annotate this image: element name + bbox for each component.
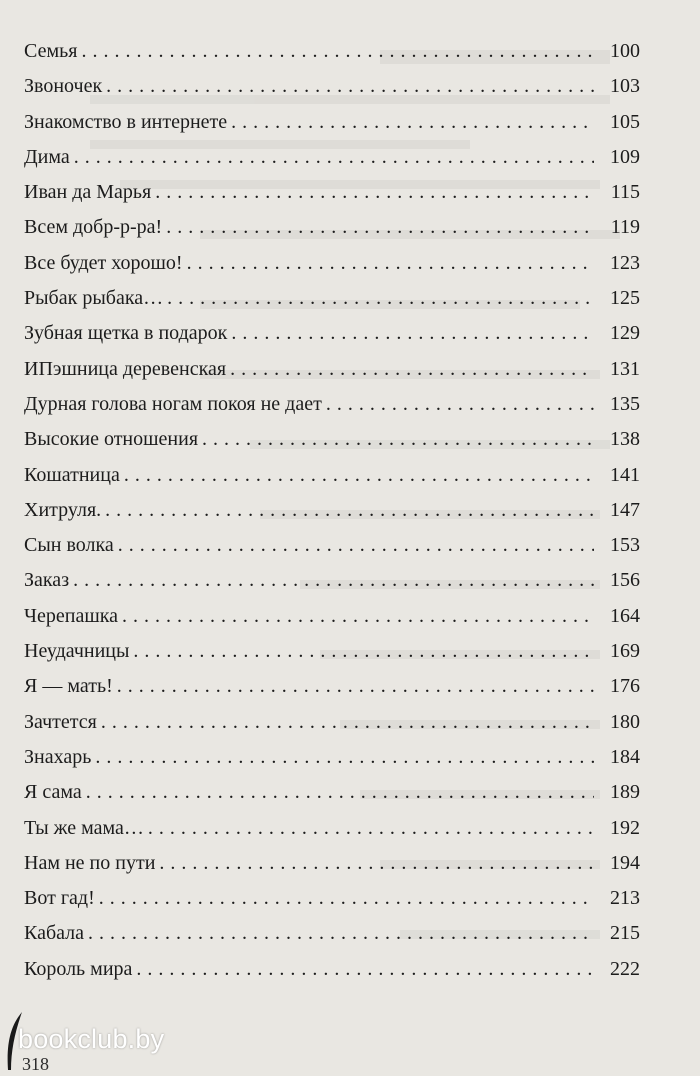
toc-entry[interactable] xyxy=(24,246,640,281)
toc-entry[interactable] xyxy=(24,528,640,563)
toc-dot-leader xyxy=(118,528,594,563)
page-footer xyxy=(0,1016,700,1076)
toc-entry[interactable] xyxy=(24,175,640,210)
toc-entry[interactable] xyxy=(24,281,640,316)
toc-entry-page: 156 xyxy=(610,569,640,592)
toc-entry-page: 123 xyxy=(610,251,640,274)
toc-entry[interactable] xyxy=(24,599,640,634)
toc-dot-leader xyxy=(86,775,594,810)
toc-entry[interactable] xyxy=(24,387,640,422)
toc-entry-title: Кошатница xyxy=(24,463,120,486)
toc-entry-title: Рыбак рыбака… xyxy=(24,287,164,310)
watermark-text: bookclub.by xyxy=(18,1024,165,1054)
toc-dot-leader xyxy=(133,634,594,669)
toc-entry[interactable] xyxy=(24,705,640,740)
toc-entry-title: Заказ xyxy=(24,569,70,592)
toc-entry-title: Дурная голова ногам покоя не дает xyxy=(24,392,322,415)
toc-dot-leader xyxy=(231,105,594,140)
toc-dot-leader xyxy=(105,493,594,528)
toc-entry[interactable] xyxy=(24,775,640,810)
toc-dot-leader xyxy=(117,669,594,704)
toc-dot-leader xyxy=(101,705,594,740)
toc-dot-leader xyxy=(73,563,594,598)
toc-entry-title: Я сама xyxy=(24,781,82,804)
toc-entry-page: 164 xyxy=(610,604,640,627)
toc-entry-page: 109 xyxy=(610,145,640,168)
toc-dot-leader xyxy=(124,458,594,493)
toc-entry-title: Зубная щетка в подарок xyxy=(24,322,228,345)
toc-dot-leader xyxy=(187,246,594,281)
toc-dot-leader xyxy=(167,281,594,316)
toc-entry-page: 176 xyxy=(610,675,640,698)
toc-entry-title: Знакомство в интернете xyxy=(24,110,228,133)
toc-entry-title: Зачтется xyxy=(24,710,97,733)
toc-dot-leader xyxy=(99,881,594,916)
toc-entry-title: Иван да Марья xyxy=(24,181,152,204)
toc-entry[interactable] xyxy=(24,634,640,669)
toc-entry[interactable] xyxy=(24,422,640,457)
toc-entry-title: Нам не по пути xyxy=(24,851,156,874)
toc-entry-page: 222 xyxy=(610,957,640,980)
toc-entry-page: 115 xyxy=(610,181,640,204)
toc-dot-leader xyxy=(81,34,594,69)
toc-entry[interactable] xyxy=(24,493,640,528)
toc-dot-leader xyxy=(230,352,594,387)
toc-entry-page: 135 xyxy=(610,392,640,415)
toc-dot-leader xyxy=(74,140,594,175)
toc-entry[interactable] xyxy=(24,140,640,175)
toc-entry-title: Хитруля. xyxy=(24,498,102,521)
toc-entry-page: 129 xyxy=(610,322,640,345)
toc-entry-title: Сын волка xyxy=(24,534,114,557)
toc-entry-title: Король мира xyxy=(24,957,133,980)
toc-entry-title: Черепашка xyxy=(24,604,119,627)
toc-entry-title: Семья xyxy=(24,40,78,62)
toc-entry-page: 119 xyxy=(610,216,640,239)
toc-entry[interactable] xyxy=(24,740,640,775)
toc-entry-page: 192 xyxy=(610,816,640,839)
toc-entry-title: Ты же мама… xyxy=(24,816,144,839)
table-of-contents xyxy=(24,34,640,987)
toc-entry-title: Неудачницы xyxy=(24,640,130,663)
toc-entry-page: 169 xyxy=(610,640,640,663)
toc-entry[interactable] xyxy=(24,210,640,245)
toc-dot-leader xyxy=(202,422,594,457)
toc-dot-leader xyxy=(95,740,594,775)
toc-entry-page: 103 xyxy=(610,75,640,98)
toc-entry[interactable] xyxy=(24,563,640,598)
toc-entry[interactable] xyxy=(24,69,640,104)
toc-entry-page: 147 xyxy=(610,498,640,521)
toc-dot-leader xyxy=(106,69,594,104)
toc-entry-page: 105 xyxy=(610,110,640,133)
toc-entry[interactable] xyxy=(24,352,640,387)
toc-entry-title: ИПэшница деревенская xyxy=(24,357,227,380)
toc-dot-leader xyxy=(155,175,594,210)
toc-entry-title: Всем добр-р-ра! xyxy=(24,216,163,239)
toc-entry-title: Звоночек xyxy=(24,75,103,98)
toc-entry-page: 213 xyxy=(610,887,640,910)
toc-entry[interactable] xyxy=(24,458,640,493)
toc-entry[interactable] xyxy=(24,846,640,881)
toc-entry-title: Я — мать! xyxy=(24,675,113,698)
toc-entry-page: 125 xyxy=(610,287,640,310)
toc-entry-title: Знахарь xyxy=(24,745,92,768)
toc-entry[interactable] xyxy=(24,811,640,846)
toc-entry-page: 194 xyxy=(610,851,640,874)
toc-dot-leader xyxy=(326,387,594,422)
toc-entry-title: Высокие отношения xyxy=(24,428,199,451)
toc-entry[interactable] xyxy=(24,316,640,351)
toc-entry[interactable] xyxy=(24,669,640,704)
toc-dot-leader xyxy=(148,811,594,846)
toc-entry[interactable] xyxy=(24,881,640,916)
toc-entry-page: 138 xyxy=(610,428,640,451)
toc-dot-leader xyxy=(88,916,594,951)
toc-dot-leader xyxy=(231,316,594,351)
toc-entry-page: 100 xyxy=(610,40,640,62)
toc-entry-page: 153 xyxy=(610,534,640,557)
toc-entry-title: Вот гад! xyxy=(24,887,95,910)
toc-dot-leader xyxy=(159,846,594,881)
toc-entry[interactable] xyxy=(24,952,640,987)
toc-entry-page: 141 xyxy=(610,463,640,486)
toc-entry[interactable] xyxy=(24,105,640,140)
toc-entry-page: 184 xyxy=(610,745,640,768)
toc-entry[interactable] xyxy=(24,916,640,951)
page-number: 318 xyxy=(22,1054,49,1074)
toc-entry[interactable] xyxy=(24,34,640,69)
toc-entry-page: 215 xyxy=(610,922,640,945)
toc-dot-leader xyxy=(136,952,594,987)
toc-entry-page: 131 xyxy=(610,357,640,380)
toc-entry-page: 180 xyxy=(610,710,640,733)
toc-entry-title: Кабала xyxy=(24,922,85,945)
toc-dot-leader xyxy=(122,599,594,634)
toc-entry-page: 189 xyxy=(610,781,640,804)
toc-entry-title: Дима xyxy=(24,145,70,168)
toc-dot-leader xyxy=(166,210,594,245)
toc-entry-title: Все будет хорошо! xyxy=(24,251,183,274)
